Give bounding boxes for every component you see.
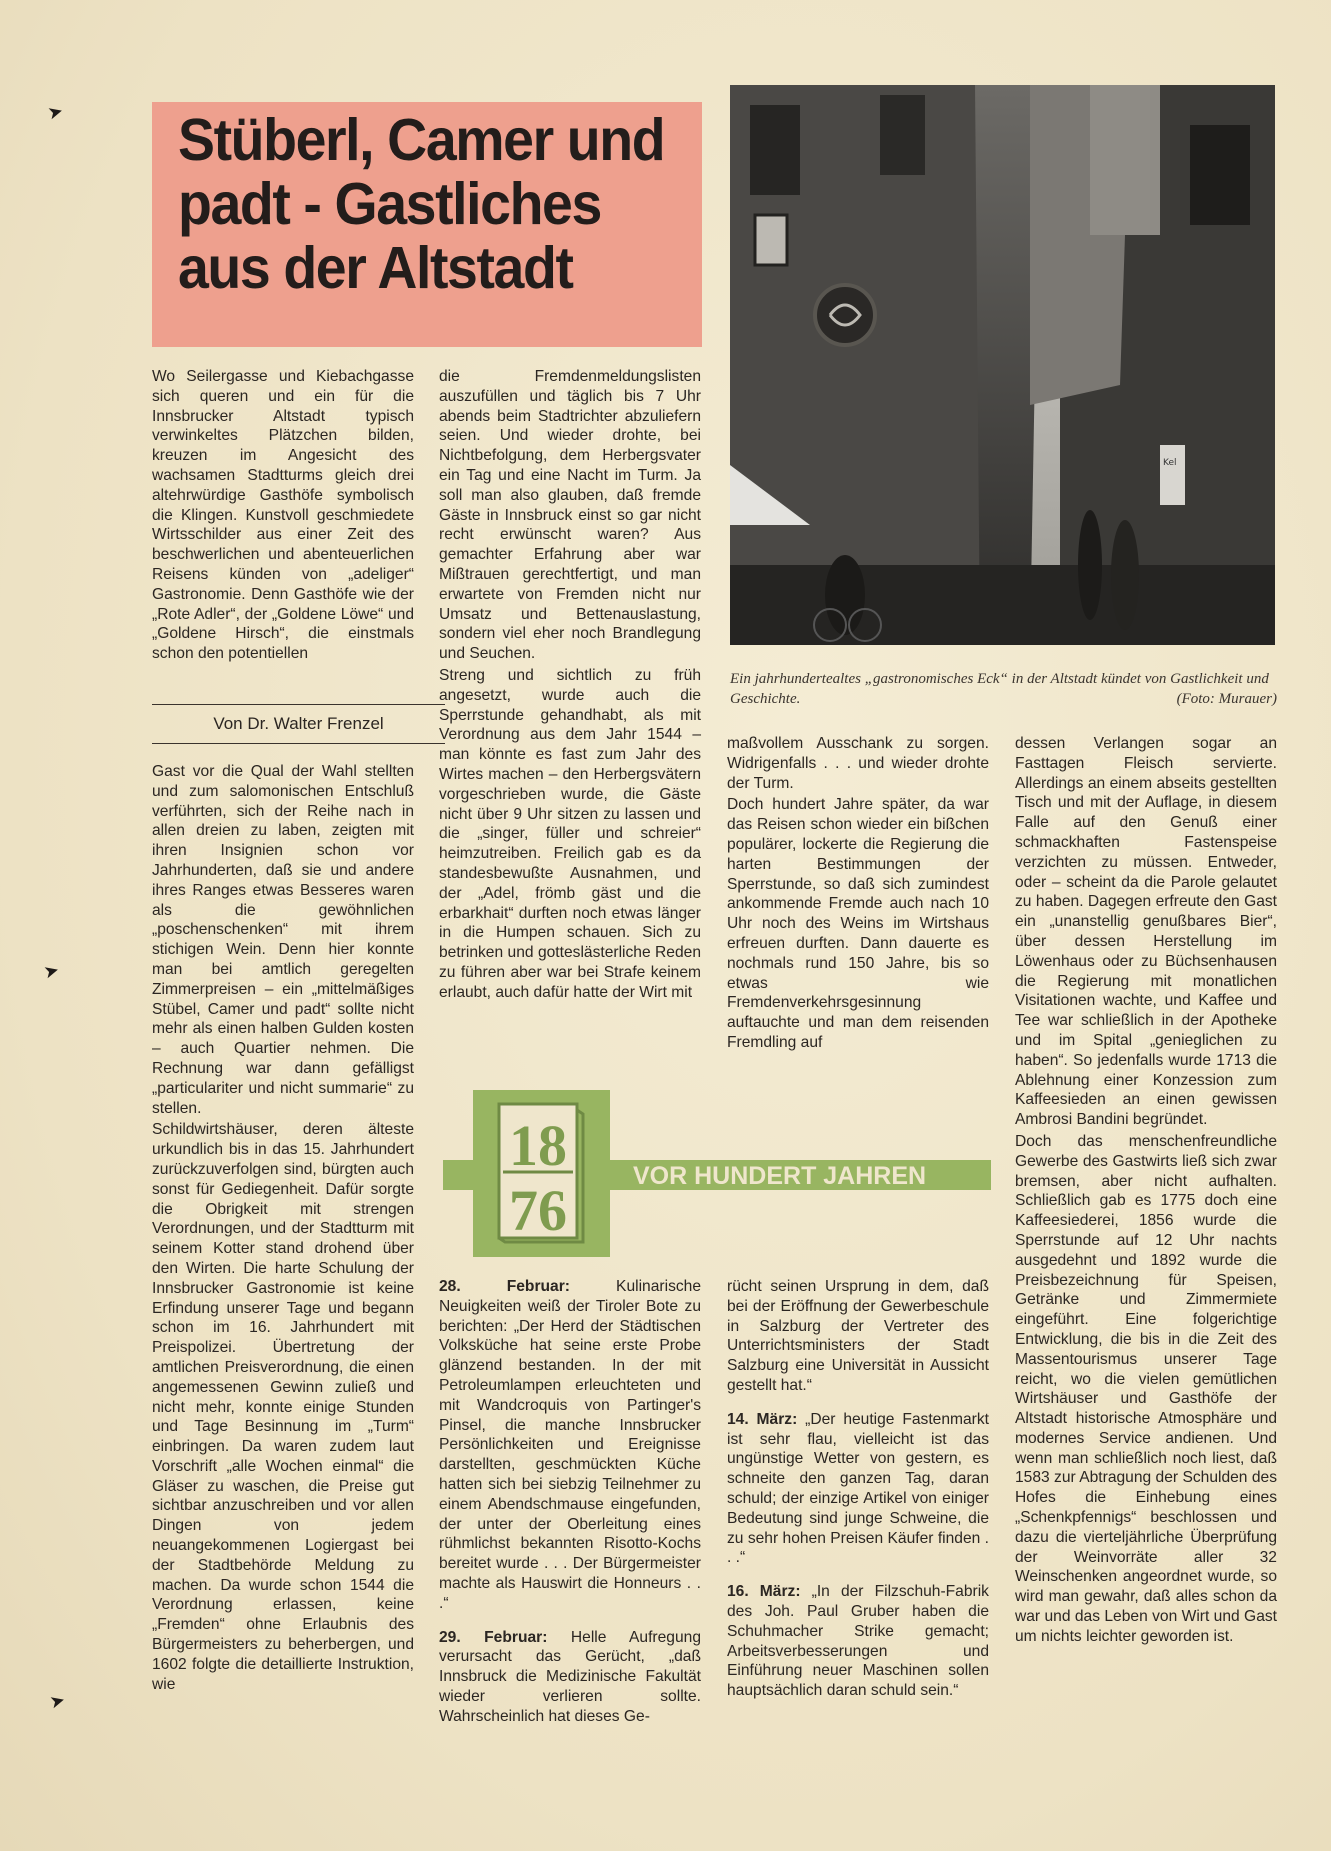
entry-text: Kulinarische Neuigkeiten weiß der Tiroler Bote zu berichten: „Der Herd der Städtischen Volksküche hat seine erste Probe glänzend bestanden. In der mit Petroleumlampen erleuchteten und mit Wandcroquis von Partinger's Pinsel, die manche Innsbrucker Persönlichkeiten und Ereignisse darstellten, geschmückten Küche hatten sich bei siebzig Teilnehmer zu einem Abendschmause eingefunden, der unter der Oberleitung eines rühmlichst bekannten Risotto-Kochs bereitet wurde . . . Der Bürgermeister machte als Hauswirt die Honneurs . . .“ bbox=[439, 1278, 702, 1612]
article-byline: Von Dr. Walter Frenzel bbox=[152, 704, 445, 744]
article-paragraph: Streng und sichtlich zu früh angesetzt, wurde auch die Sperrstunde gehandhabt, als mit Verordnung aus dem Jahr 1544 – man könnte es fast zum Jahr des Wirtes machen – den Herbergsvätern vorgeschrieben wurde, die Gäste nicht über 9 Uhr sitzen zu lassen und die „singer, füller und schreier“ heimzutreiben. Freilich gab es da standesbewußte Ausnahmen, und der „Adel, frömb gäst und die erbarkhait“ durften noch etwas länger in die Humpen schauen. Sich zu betrinken und gotteslästerliche Reden zu führen aber war bei Strafe keinem erlaubt, auch dafür hatte der Wirt mit bbox=[439, 666, 701, 1001]
article-paragraph: Schildwirtshäuser, deren älteste urkundlich bis in das 15. Jahrhundert zurückzuverfolgen sind, bürgten auch sonst für Gediegenheit. Dafür sorgte die Obrigkeit mit strengen Verordnungen, und der Stadtturm mit seinem Kotter stand drohend über den Wirten. Die harte Schulung der Innsbrucker Gastronomie ist keine Erfindung unserer Tage und begann schon im 16. Jahrhundert mit Preispolizei. Übertretung der amtlichen Preisverordnung, die einen angemessenen Gewinn zuließ und nicht mehr, konnte einige Stunden und Tage Besinnung im „Turm“ einbringen. Da waren zudem laut Vorschrift „alle Wochen einmal“ die Gläser zu waschen, die Preise gut sichtbar anzuschreiben und vor allen Dingen von jedem neuangekommenen Logiergast bei der Stadtbehörde Meldung zu machen. Da wurde schon 1544 die Verordnung erlassen, keine „Fremden“ ohne Erlaubnis des Bürgermeisters zu beherbergen, und 1602 folgte die detaillierte Instruktion, wie bbox=[152, 1121, 414, 1693]
chronicle-entry bbox=[727, 1277, 989, 1396]
hundred-years-column-1 bbox=[439, 1277, 701, 1727]
article-headline: Stüberl, Camer und padt - Gastliches aus der Altstadt bbox=[178, 107, 665, 301]
year-bottom: 76 bbox=[509, 1178, 567, 1243]
entry-date: 28. Februar: bbox=[439, 1278, 570, 1295]
hundred-years-column-2 bbox=[727, 1277, 989, 1701]
article-paragraph: Wo Seilergasse und Kiebachgasse sich queren und ein für die Innsbrucker Altstadt typisch verwinkeltes Plätzchen bilden, kreuzen im Angesicht des wachsamen Stadtturms gleich drei altehrwürdige Gasthöfe symbolisch die Klingen. Kunstvoll geschmiedete Wirtsschilder aus einer Zeit des beschwerlichen und abenteuerlichen Reisens künden von „adeliger“ Gastronomie. Denn Gasthöfe wie der „Rote Adler“, der „Goldene Löwe“ und „Goldene Hirsch“, die einstmals schon den potentiellen bbox=[152, 368, 414, 663]
entry-text: „Der heutige Fastenmarkt ist sehr flau, vielleicht ist das ungünstige Wetter von gestern, es schneite den ganzen Tag, daran schuld; der einzige Artikel von einiger Bedeutung sind junge Schweine, die zu sehr hohen Preisen Käufer finden . . .“ bbox=[727, 1410, 989, 1567]
margin-mark: ➤ bbox=[45, 100, 66, 124]
street-scene-illustration bbox=[730, 85, 1275, 645]
entry-date: 14. März: bbox=[727, 1410, 798, 1428]
article-paragraph: Doch hundert Jahre später, da war das Reisen schon wieder ein bißchen populärer, lockerte die Regierung die harten Bestimmungen der Sperrstunde, so daß sich zumindest ankommende Fremde auch nach 10 Uhr noch des Weins im Wirtshaus erfreuen durften. Dann dauerte es nochmals rund 150 Jahre, bis so etwas wie Fremdenverkehrsgesinnung auftauchte und man dem reisenden Fremdling auf bbox=[727, 796, 989, 1051]
article-column-1 bbox=[152, 762, 414, 1694]
hundred-years-banner bbox=[443, 1090, 991, 1257]
article-paragraph: die Fremdenmeldungslisten auszufüllen und täglich bis 7 Uhr abends beim Stadtrichter abzuliefern seien. Und wieder drohte, bei Nichtbefolgung, dem Herbergsvater ein Tag und eine Nacht im Turm. Ja soll man also glauben, daß fremde Gäste in Innsbruck einst so gar nicht recht erwünscht waren? Aus gemachter Erfahrung aber war Mißtrauen gerechtfertigt, und man erwartete von Fremden nicht nur Umsatz und Bettenauslastung, sondern viel eher noch Brandlegung und Seuchen. bbox=[439, 368, 701, 663]
margin-mark: ➤ bbox=[41, 959, 62, 983]
entry-date: 16. März: bbox=[727, 1583, 801, 1601]
chronicle-entry bbox=[439, 1628, 701, 1727]
entry-text: „In der Filzschuh-Fabrik des Joh. Paul Gruber haben die Schuhmacher Strike gemacht; Arbeitsverbesserungen und Einführung neuer Maschinen sollen hauptsächlich daran schuld sein.“ bbox=[727, 1583, 989, 1700]
article-column-1-top bbox=[152, 367, 414, 664]
article-column-4 bbox=[1015, 734, 1277, 1647]
entry-date: 29. Februar: bbox=[439, 1628, 548, 1646]
article-column-2 bbox=[439, 367, 701, 1003]
shop-sign-text: Kel bbox=[1163, 458, 1177, 468]
banner-title: VOR HUNDERT JAHREN bbox=[633, 1162, 927, 1190]
margin-mark: ➤ bbox=[47, 1689, 68, 1713]
banner-graphic bbox=[443, 1090, 991, 1257]
entry-text: rücht seinen Ursprung in dem, daß bei der Eröffnung der Gewerbeschule in Salzburg der Vertreter des Unterrichtsministers der Stadt Salzburg eine Universität in Aussicht gestellt hat.“ bbox=[727, 1278, 989, 1394]
article-paragraph: dessen Verlangen sogar an Fasttagen Fleisch servierte. Allerdings an einem abseits gestellten Tisch und mit der Auflage, in diesem Falle auf den Genuß einer schmackhaften Fastenspeise verzichten zu müssen. Entweder, oder – scheint da die Parole gelautet zu haben. Dagegen erfreute den Gast ein „unanstellig genußbares Bier“, über dessen Herstellung im Löwenhaus oder zu Büchsenhausen die Regierung mit monatlichen Visitationen wachte, und Kaffee und Tee war schließlich in der Apotheke und im Spital „genieglichen zu haben“. So jedenfalls wurde 1713 die Ablehnung einer Konzession zum Kaffeesieden an einen gewissen Ambrosi Bandini begründet. bbox=[1015, 735, 1277, 1129]
entry-text: Helle Aufregung verursacht das Gerücht, „daß Innsbruck die Medizinische Fakultät wieder verlieren sollte. Wahrscheinlich hat dieses Ge- bbox=[439, 1628, 701, 1725]
year-top: 18 bbox=[509, 1113, 567, 1178]
photo-credit: (Foto: Murauer) bbox=[1176, 691, 1277, 707]
article-column-3 bbox=[727, 734, 989, 1053]
article-paragraph: Doch das menschenfreundliche Gewerbe des Gastwirts ließ sich zwar bremsen, aber nicht aufhalten. Schließlich gab es 1775 doch eine Kaffeesiederei, 1856 wurde die Sperrstunde auf 12 Uhr nachts ausgedehnt und 1892 wurde die Preisbezeichnung für Speisen, Getränke und Zimmermiete eingeführt. Eine folgerichtige Entwicklung, die bis in die Zeit des Massentourismus unserer Tage reicht, wo die vielen gemütlichen Wirtshäuser und Gasthöfe der Altstadt historische Atmosphäre und modernes Service andienen. Und wenn man schließlich noch liest, daß 1583 zur Abtragung der Schulden des Hofes die Einhebung eines „Schenkpfennigs“ beschlossen und dazu die vierteljährliche Überprüfung der Weinvorräte aller 32 Weinschenken angeordnet wurde, so wird man gewahr, daß alles schon da war und das Leben von Wirt und Gast um nichts leichter geworden ist. bbox=[1015, 1132, 1277, 1645]
photo-caption-block bbox=[730, 669, 1277, 709]
chronicle-entry bbox=[439, 1277, 701, 1614]
altstadt-street-photo bbox=[730, 85, 1275, 645]
article-paragraph: Gast vor die Qual der Wahl stellten und zum salomonischen Entschluß verführten, sich der Reihe nach in allen dreien zu laben, zeigten mit ihren Insignien schon vor Jahrhunderten, daß sie und andere ihres Ranges etwas Besseres waren als die gewöhnlichen „poschenschenken“ mit ihrem stichigen Wein. Denn hier konnte man bei amtlich geregelten Zimmerpreisen – ein „mittelmäßiges Stübel, Camer und padt“ sollte nicht mehr als einen halben Gulden kosten – auch Quartier nehmen. Die Rechnung war dann gefälligst „particulariter und nicht summarie“ zu stellen. bbox=[152, 763, 414, 1117]
article-paragraph: maßvollem Ausschank zu sorgen. Widrigenfalls . . . und wieder drohte der Turm. bbox=[727, 735, 989, 792]
photo-caption: Ein jahrhundertealtes „gastronomisches Eck“ in der Altstadt kündet von Gastlichkeit und Geschichte. bbox=[730, 671, 1269, 707]
chronicle-entry bbox=[727, 1410, 989, 1568]
chronicle-entry bbox=[727, 1582, 989, 1701]
